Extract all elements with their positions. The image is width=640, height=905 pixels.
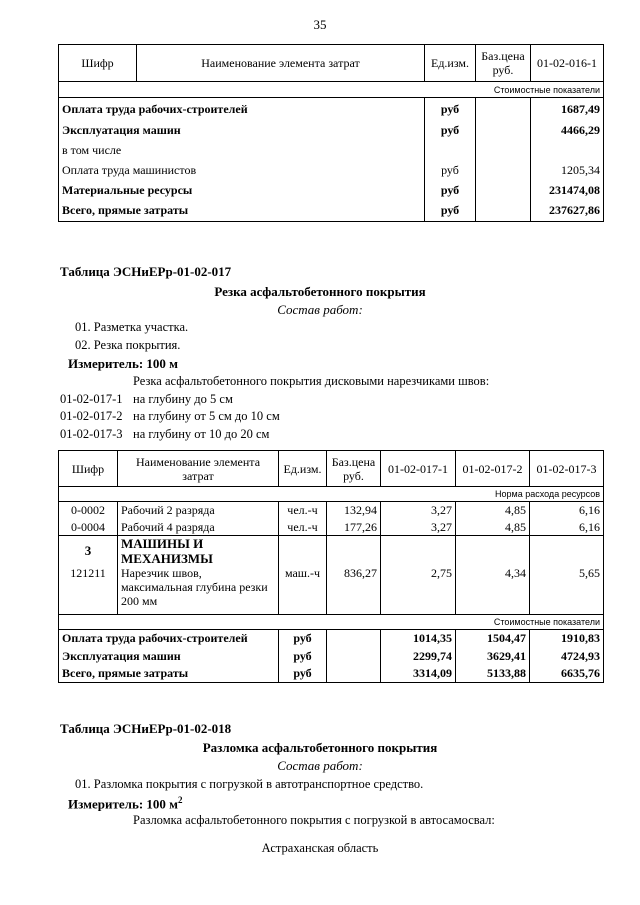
worker-2-unit: чел.-ч: [279, 502, 327, 519]
total-direct-unit: руб: [279, 664, 327, 682]
row-materials-unit: руб: [425, 180, 476, 200]
row-including-name: в том числе: [59, 140, 425, 160]
step-1-018: 01. Разломка покрытия с погрузкой в автотранспортное средство.: [75, 777, 424, 791]
step-2-017: 02. Резка покрытия.: [75, 338, 181, 352]
header-code: Шифр: [59, 451, 118, 487]
header-price: Баз.цена руб.: [327, 451, 381, 487]
step-1-017: 01. Разметка участка.: [75, 320, 189, 334]
row-operator-pay-value: 1205,34: [531, 160, 604, 180]
worker-4-price: 177,26: [327, 519, 381, 536]
row-total-name: Всего, прямые затраты: [59, 200, 425, 222]
table-title-018: Таблица ЭСНиЕРр-01-02-018: [60, 721, 232, 736]
cutter-v2: 4,34: [456, 566, 530, 614]
row-operator-pay-unit: руб: [425, 160, 476, 180]
total-labor-v1: 1014,35: [381, 629, 456, 647]
section-title-017: Резка асфальтобетонного покрытия: [214, 284, 426, 299]
worker-2-name: Рабочий 2 разряда: [118, 502, 279, 519]
row-labor-name: Оплата труда рабочих-строителей: [59, 98, 425, 120]
total-direct-name: Всего, прямые затраты: [59, 664, 279, 682]
row-machines-name: Эксплуатация машин: [59, 120, 425, 140]
header-col-016-1: 01-02-016-1: [531, 45, 604, 82]
worker-4-name: Рабочий 4 разряда: [118, 519, 279, 536]
worker-2-v2: 4,85: [456, 502, 530, 519]
total-direct-v1: 3314,09: [381, 664, 456, 682]
header-col-017-2: 01-02-017-2: [456, 451, 530, 487]
measure-018: [68, 795, 183, 812]
resource-table-01-02-017: [58, 450, 604, 683]
composition-label-018: Состав работ:: [277, 758, 363, 773]
worker-4-v3: 6,16: [530, 519, 604, 536]
table-title-017: Таблица ЭСНиЕРр-01-02-017: [60, 264, 232, 279]
composition-label-017: Состав работ:: [277, 302, 363, 317]
total-machines-v3: 4724,93: [530, 647, 604, 664]
row-total-unit: руб: [425, 200, 476, 222]
desc-017: Резка асфальтобетонного покрытия дисковыми нарезчиками швов:: [133, 374, 490, 388]
machines-group-name: МАШИНЫ И МЕХАНИЗМЫ: [118, 536, 279, 567]
header-unit: Ед.изм.: [279, 451, 327, 487]
total-machines-unit: руб: [279, 647, 327, 664]
total-labor-v3: 1910,83: [530, 629, 604, 647]
item-code-017-2: 01-02-017-2: [60, 409, 123, 423]
item-text-017-3: на глубину от 10 до 20 см: [133, 427, 270, 441]
header-unit: Ед.изм.: [425, 45, 476, 82]
cutter-v3: 5,65: [530, 566, 604, 614]
total-direct-v2: 5133,88: [456, 664, 530, 682]
cutter-unit: маш.-ч: [279, 566, 327, 614]
header-price: Баз.цена руб.: [476, 45, 531, 82]
item-text-017-2: на глубину от 5 см до 10 см: [133, 409, 280, 423]
header-name: Наименование элемента затрат: [118, 451, 279, 487]
worker-2-v3: 6,16: [530, 502, 604, 519]
total-machines-name: Эксплуатация машин: [59, 647, 279, 664]
norm-section-label: Норма расхода ресурсов: [59, 487, 604, 502]
worker-2-price: 132,94: [327, 502, 381, 519]
section-title-018: Разломка асфальтобетонного покрытия: [202, 740, 438, 755]
page-number: 35: [313, 17, 327, 32]
row-materials-value: 231474,08: [531, 180, 604, 200]
total-labor-v2: 1504,47: [456, 629, 530, 647]
cost-table-01-02-016: [58, 44, 604, 222]
header-col-017-1: 01-02-017-1: [381, 451, 456, 487]
footer-region: Астраханская область: [261, 841, 379, 855]
item-code-017-1: 01-02-017-1: [60, 392, 123, 406]
cutter-name: Нарезчик швов, максимальная глубина резки 200 мм: [118, 566, 279, 614]
worker-4-code: 0-0004: [59, 519, 118, 536]
row-operator-pay-name: Оплата труда машинистов: [59, 160, 425, 180]
cutter-code: 121211: [59, 566, 118, 614]
row-labor-value: 1687,49: [531, 98, 604, 120]
header-col-017-3: 01-02-017-3: [530, 451, 604, 487]
worker-4-v1: 3,27: [381, 519, 456, 536]
item-text-017-1: на глубину до 5 см: [133, 392, 233, 406]
row-total-value: 237627,86: [531, 200, 604, 222]
desc-018: Разломка асфальтобетонного покрытия с погрузкой в автосамосвал:: [133, 813, 495, 827]
measure-018-sup: 2: [178, 795, 183, 805]
row-labor-unit: руб: [425, 98, 476, 120]
total-labor-unit: руб: [279, 629, 327, 647]
cutter-price: 836,27: [327, 566, 381, 614]
worker-2-code: 0-0002: [59, 502, 118, 519]
item-code-017-3: 01-02-017-3: [60, 427, 123, 441]
measure-018-text: Измеритель: 100 м: [68, 796, 179, 812]
worker-4-v2: 4,85: [456, 519, 530, 536]
worker-4-unit: чел.-ч: [279, 519, 327, 536]
measure-017: Измеритель: 100 м: [68, 356, 179, 371]
cutter-v1: 2,75: [381, 566, 456, 614]
total-machines-v2: 3629,41: [456, 647, 530, 664]
total-direct-v3: 6635,76: [530, 664, 604, 682]
total-machines-v1: 2299,74: [381, 647, 456, 664]
cost-section-label: Стоимостные показатели: [59, 614, 604, 629]
machines-group-code: 3: [59, 536, 118, 567]
row-machines-value: 4466,29: [531, 120, 604, 140]
worker-2-v1: 3,27: [381, 502, 456, 519]
row-machines-unit: руб: [425, 120, 476, 140]
header-name: Наименование элемента затрат: [137, 45, 425, 82]
header-code: Шифр: [59, 45, 137, 82]
total-labor-name: Оплата труда рабочих-строителей: [59, 629, 279, 647]
cost-section-label: Стоимостные показатели: [59, 82, 604, 98]
row-materials-name: Материальные ресурсы: [59, 180, 425, 200]
